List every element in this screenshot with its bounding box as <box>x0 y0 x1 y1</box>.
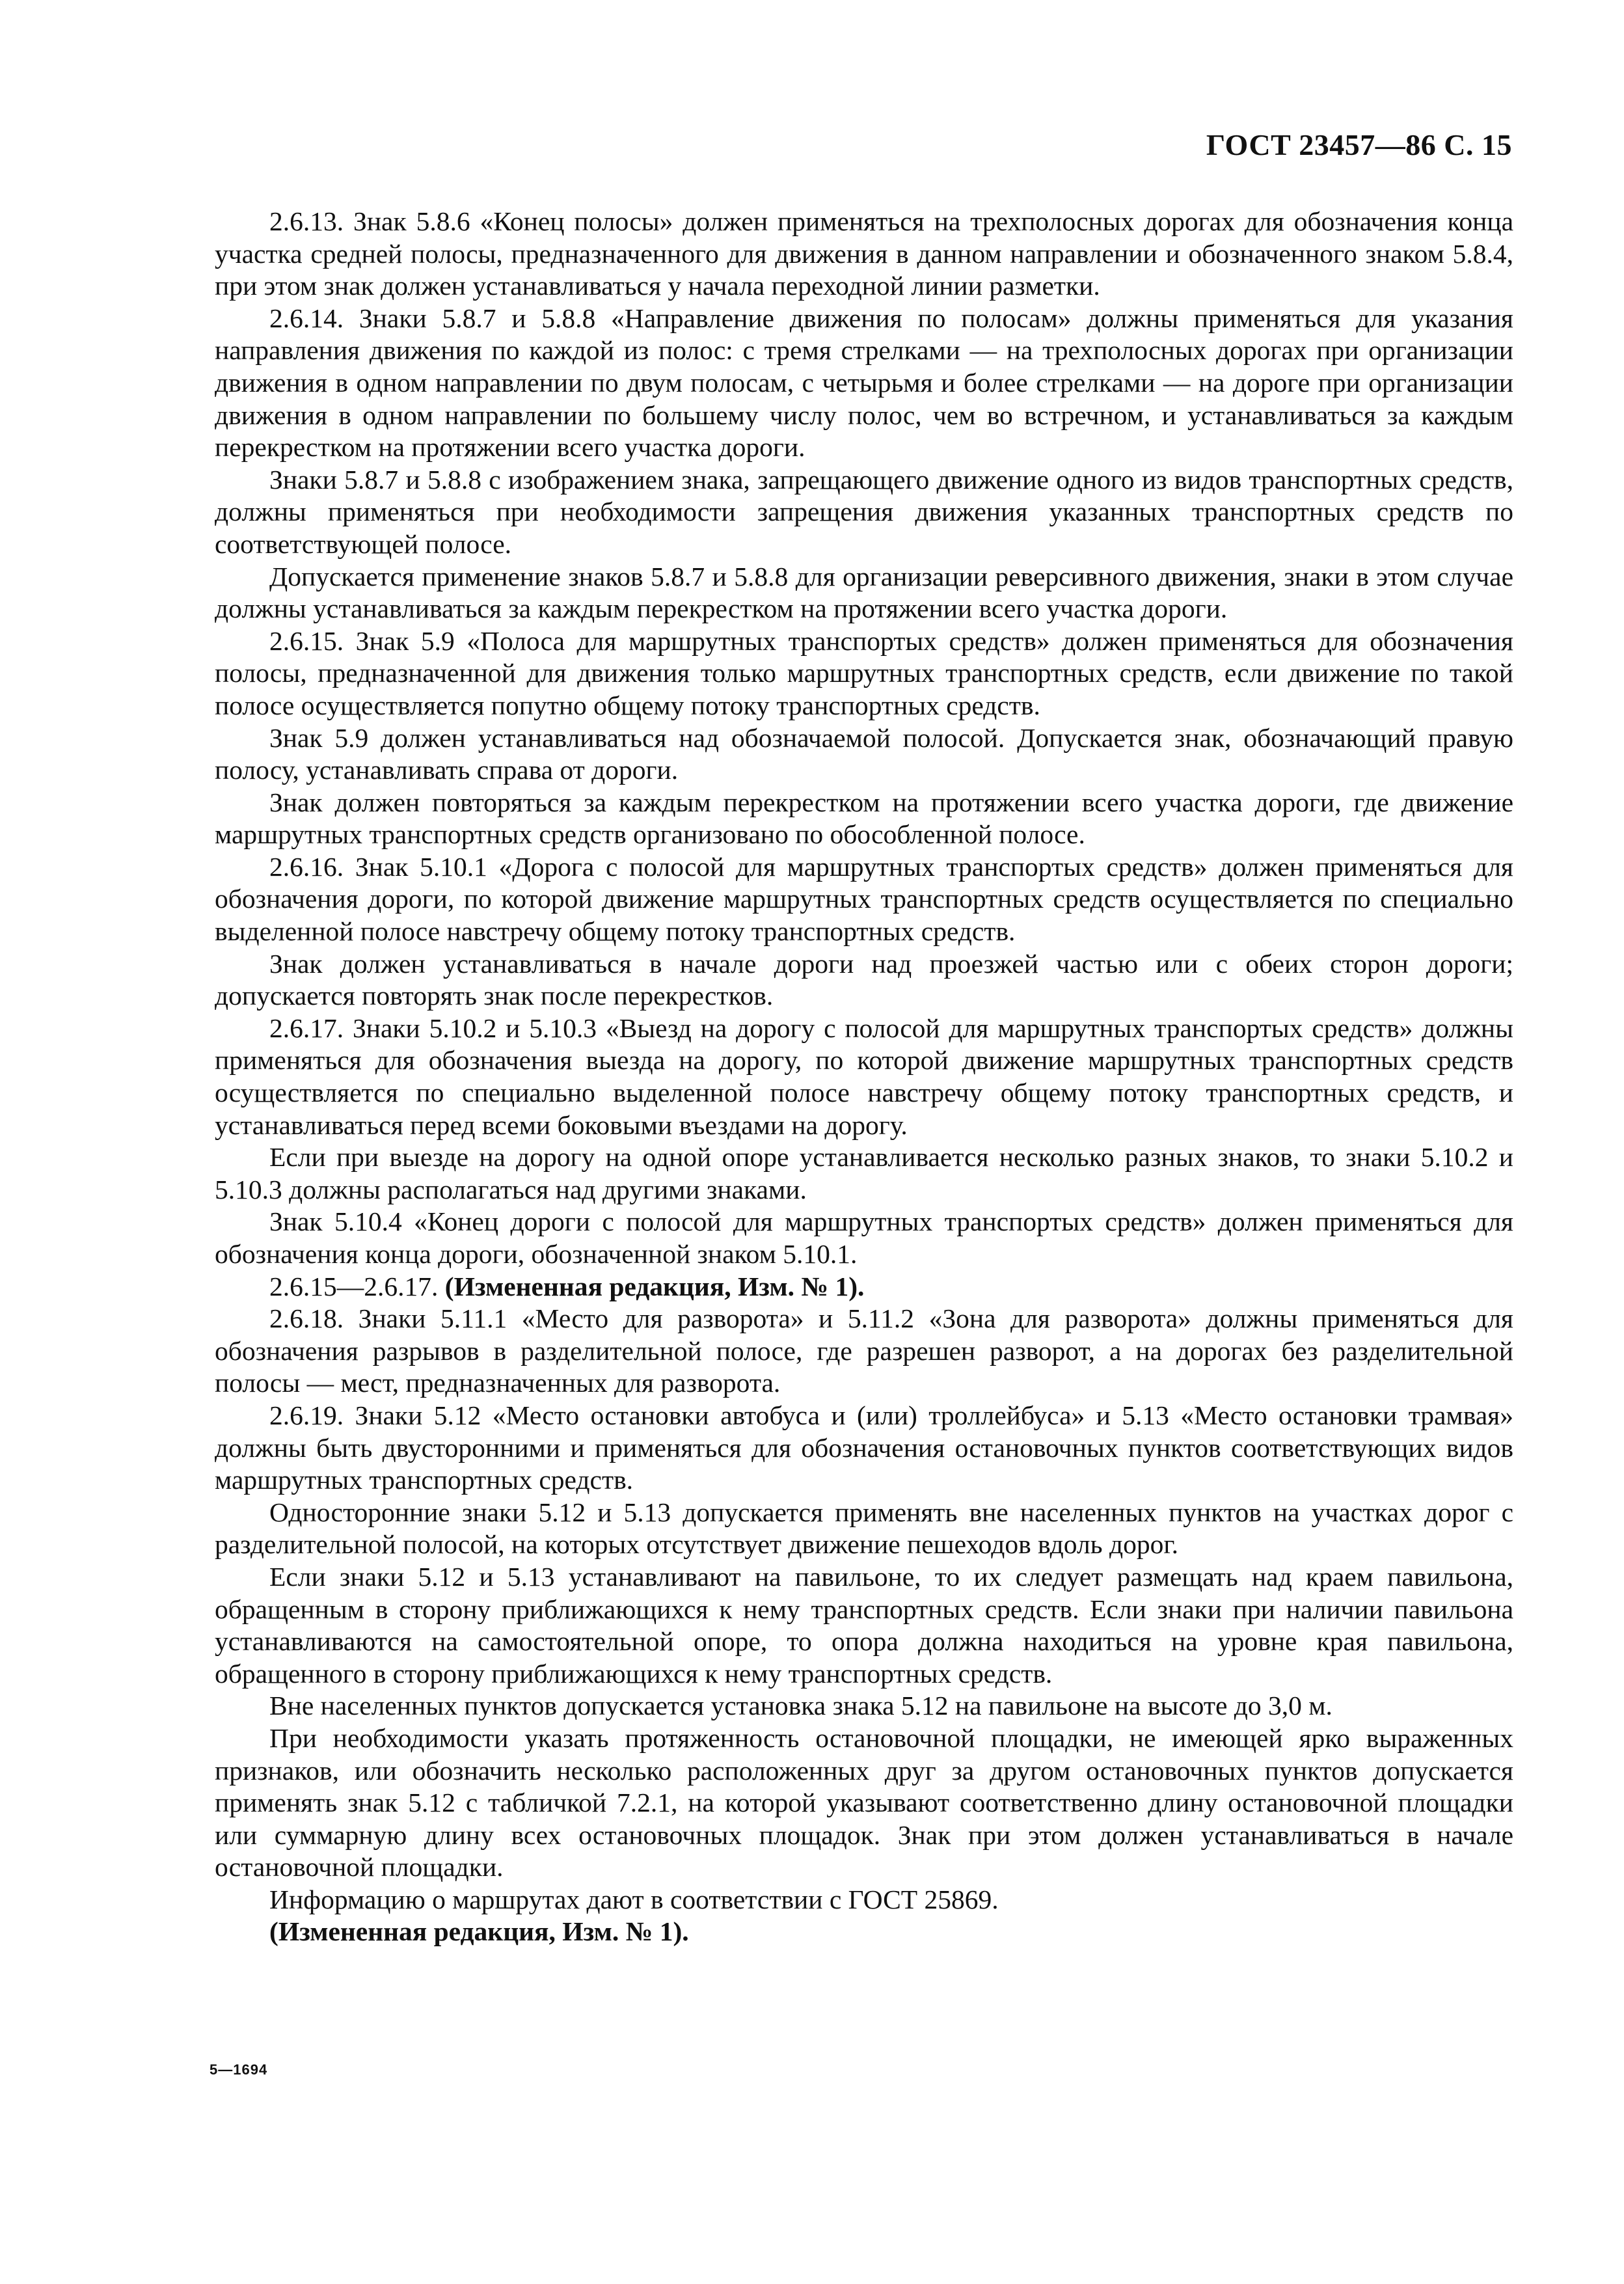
paragraph: Односторонние знаки 5.12 и 5.13 допускается применять вне населенных пунктов на участках дорог с разделительной полосой, на которых отсутствует движение пешеходов вдоль дорог. <box>215 1497 1513 1560</box>
paragraph-2-6-14: 2.6.14. Знаки 5.8.7 и 5.8.8 «Направление движения по полосам» должны применяться для указания направления движения по каждой из полос: с тремя стрелками — на трехполосных дорогах при организации движения в одном направлении по двум полосам, с четырьмя и более стрелками — на дороге при организации движения в одном направлении по большему числу полос, чем во встречном, и устанавливаться за каждым перекрестком на протяжении всего участка дороги. <box>215 303 1513 463</box>
paragraph: Знак должен повторяться за каждым перекрестком на протяжении всего участка дороги, где движение маршрутных транспортных средств организовано по обособленной полосе. <box>215 787 1513 850</box>
paragraph: Знак 5.10.4 «Конец дороги с полосой для маршрутных транспортых средств» должен применяться для обозначения конца дороги, обозначенной знаком 5.10.1. <box>215 1206 1513 1269</box>
paragraph-2-6-15: 2.6.15. Знак 5.9 «Полоса для маршрутных транспортых средств» должен применяться для обозначения полосы, предназначенной для движения только маршрутных транспортных средств, если движение по такой полосе осуществляется попутно общему потоку транспортных средств. <box>215 625 1513 720</box>
amendment-text: (Измененная редакция, Изм. № 1). <box>444 1271 865 1301</box>
paragraph-2-6-18: 2.6.18. Знаки 5.11.1 «Место для разворота» и 5.11.2 «Зона для разворота» должны применяться для обозначения разрывов в разделительной полосе, где разрешен разворот, а на дорогах без разделительной полосы — мест, предназначенных для разворота. <box>215 1303 1513 1398</box>
paragraph: Знак должен устанавливаться в начале дороги над проезжей частью или с обеих сторон дороги; допускается повторять знак после перекрестков. <box>215 948 1513 1011</box>
page-header: ГОСТ 23457—86 С. 15 <box>1206 128 1512 161</box>
paragraph: Если при выезде на дорогу на одной опоре устанавливается несколько разных знаков, то знаки 5.10.2 и 5.10.3 должны располагаться над другими знаками. <box>215 1142 1513 1204</box>
paragraph: Информацию о маршрутах дают в соответствии с ГОСТ 25869. <box>269 1884 999 1914</box>
paragraph-2-6-16: 2.6.16. Знак 5.10.1 «Дорога с полосой для маршрутных транспортых средств» должен применяться для обозначения дороги, по которой движение маршрутных транспортных средств осуществляется по специально выделенной полосе навстречу общему потоку транспортных средств. <box>215 851 1513 947</box>
paragraph: При необходимости указать протяженность остановочной площадки, не имеющей ярко выраженных признаков, или обозначить несколько расположенных друг за другом остановочных пунктов допускается применять знак 5.12 с табличкой 7.2.1, на которой указывают соответственно длину остановочной площадки или суммарную длину всех остановочных площадок. Знак при этом должен устанавливаться в начале остановочной площадки. <box>215 1722 1513 1883</box>
amendment-note <box>215 1271 1513 1303</box>
paragraph: Допускается применение знаков 5.8.7 и 5.8.8 для организации реверсивного движения, знаки в этом случае должны устанавливаться за каждым перекрестком на протяжении всего участка дороги. <box>215 561 1513 624</box>
footer-print-code: 5—1694 <box>210 2061 268 2078</box>
paragraph-2-6-13: 2.6.13. Знак 5.8.6 «Конец полосы» должен применяться на трехполосных дорогах для обозначения конца участка средней полосы, предназначенного для движения в данном направлении и обозначенного знаком 5.8.4, при этом знак должен устанавливаться у начала переходной линии разметки. <box>215 206 1513 301</box>
amendment-range: 2.6.15—2.6.17. <box>269 1271 439 1301</box>
paragraph-2-6-17: 2.6.17. Знаки 5.10.2 и 5.10.3 «Выезд на дорогу с полосой для маршрутных транспортых средств» должны применяться для обозначения выезда на дорогу, по которой движение маршрутных транспортных средств осуществляется по специально выделенной полосе навстречу общему потоку транспортных средств, и устанавливаться перед всеми боковыми въездами на дорогу. <box>215 1013 1513 1140</box>
paragraph-2-6-19: 2.6.19. Знаки 5.12 «Место остановки автобуса и (или) троллейбуса» и 5.13 «Место остановки трамвая» должны быть двусторонними и применяться для обозначения остановочных пунктов соответствующих видов маршрутных транспортных средств. <box>215 1400 1513 1495</box>
document-body <box>215 206 1513 1948</box>
paragraph: Знак 5.9 должен устанавливаться над обозначаемой полосой. Допускается знак, обозначающий правую полосу, устанавливать справа от дороги. <box>215 722 1513 785</box>
paragraph: Знаки 5.8.7 и 5.8.8 с изображением знака, запрещающего движение одного из видов транспортных средств, должны применяться при необходимости запрещения движения указанных транспортных средств по соответствующей полосе. <box>215 464 1513 559</box>
paragraph: Если знаки 5.12 и 5.13 устанавливают на павильоне, то их следует размещать над краем павильона, обращенным в сторону приближающихся к нему транспортных средств. Если знаки при наличии павильона устанавливаются на самостоятельной опоре, то опора должна находиться на уровне края павильона, обращенного в сторону приближающихся к нему транспортных средств. <box>215 1561 1513 1689</box>
paragraph: Вне населенных пунктов допускается установка знака 5.12 на павильоне на высоте до 3,0 м. <box>269 1691 1333 1721</box>
amendment-note-final: (Измененная редакция, Изм. № 1). <box>269 1916 689 1947</box>
